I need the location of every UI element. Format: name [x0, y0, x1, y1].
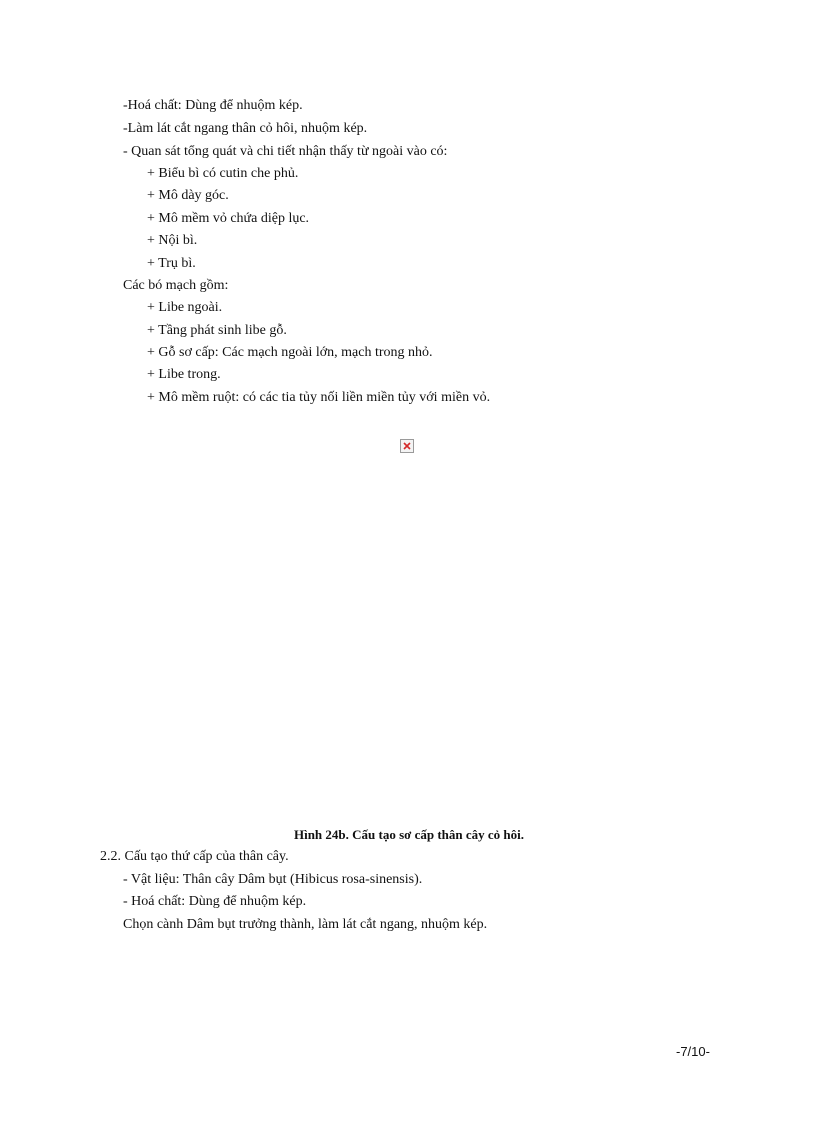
list-item-cambium: + Tầng phát sinh libe gỗ.	[147, 323, 287, 338]
list-item-pericycle: + Trụ bì.	[147, 256, 196, 271]
list-item-outer-phloem: + Libe ngoài.	[147, 300, 223, 315]
list-item-epidermis: + Biểu bì có cutin che phủ.	[147, 166, 299, 181]
figure-caption	[0, 826, 816, 844]
list-item-endodermis: + Nội bì.	[147, 233, 198, 248]
list-item-pith: + Mô mềm ruột: có các tia tủy nối liền miền tủy với miền vỏ.	[147, 390, 491, 405]
materials-chemicals-line: -Hoá chất: Dùng để nhuộm kép.	[123, 98, 303, 113]
vascular-bundles-line: Các bó mạch gồm:	[123, 278, 229, 293]
list-item-collenchyma: + Mô dày góc.	[147, 188, 229, 203]
section-heading: 2.2. Cấu tạo thứ cấp của thân cây.	[100, 849, 289, 864]
figure-caption-text: Hình 24b. Cấu tạo sơ cấp thân cây cỏ hôi.	[293, 827, 525, 842]
observation-line: - Quan sát tổng quát và chi tiết nhận thấy từ ngoài vào có:	[123, 144, 448, 159]
list-item-primary-xylem: + Gỗ sơ cấp: Các mạch ngoài lớn, mạch trong nhỏ.	[147, 345, 433, 360]
cross-section-line: -Làm lát cắt ngang thân cỏ hôi, nhuộm kép.	[123, 121, 368, 136]
list-item-inner-phloem: + Libe trong.	[147, 367, 221, 382]
procedure-line: Chọn cành Dâm bụt trưởng thành, làm lát cắt ngang, nhuộm kép.	[123, 917, 488, 932]
page-number: -7/10-	[676, 1044, 710, 1059]
broken-image-icon	[400, 439, 414, 453]
materials-line: - Vật liệu: Thân cây Dâm bụt (Hibicus rosa-sinensis).	[123, 872, 423, 887]
chemicals-line: - Hoá chất: Dùng để nhuộm kép.	[123, 894, 307, 909]
list-item-cortex-parenchyma: + Mô mềm vỏ chứa diệp lục.	[147, 211, 310, 226]
